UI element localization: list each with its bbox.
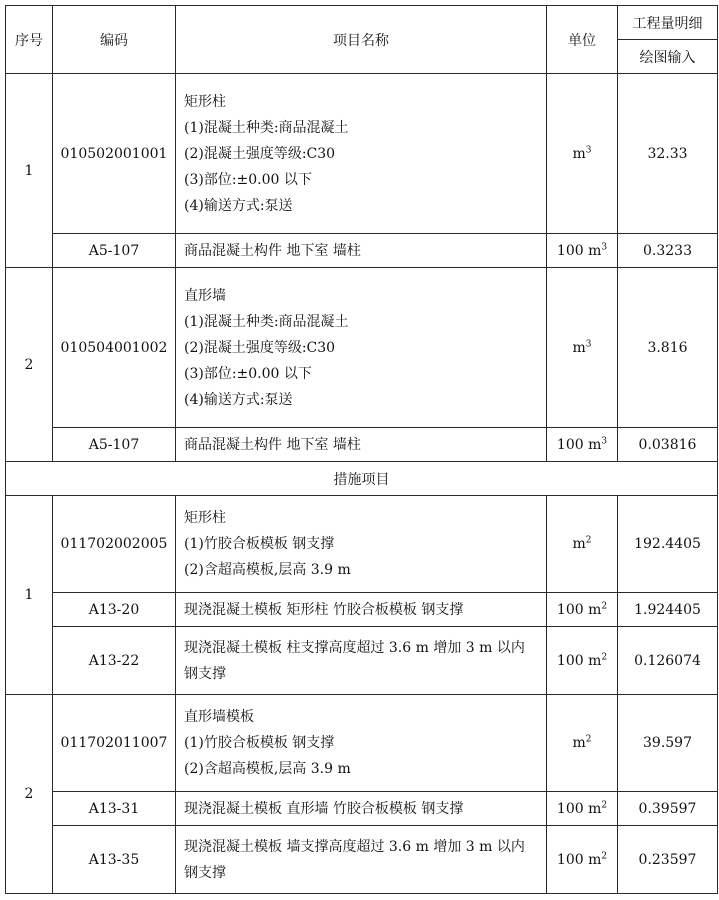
unit-base: 100 m	[556, 436, 602, 453]
qty-cell: 0.03816	[618, 428, 718, 462]
name-cell: 现浇混凝土模板 矩形柱 竹胶合板模板 钢支撑	[176, 593, 547, 627]
unit-cell	[547, 268, 618, 428]
unit-base: 100 m	[556, 851, 602, 868]
name-line: 矩形柱	[184, 93, 226, 110]
name-line: (2)混凝土强度等级:C30	[184, 339, 336, 356]
unit-base: 100 m	[556, 652, 602, 669]
header-code: 编码	[53, 6, 176, 74]
qty-cell: 32.33	[618, 74, 718, 234]
unit-base: m	[572, 536, 586, 552]
unit-exponent: 2	[601, 600, 608, 611]
name-line: 矩形柱	[184, 510, 226, 526]
name-line: (1)竹胶合板模板 钢支撑	[184, 735, 335, 751]
unit-exponent: 2	[585, 734, 592, 745]
seq-cell: 1	[6, 496, 53, 695]
header-quantity-sub: 绘图输入	[618, 40, 718, 74]
name-line: (4)输送方式:泵送	[184, 391, 293, 408]
unit-exponent: 2	[585, 535, 592, 546]
name-line: (1)混凝土种类:商品混凝土	[184, 119, 349, 136]
unit-base: 100 m	[556, 242, 602, 259]
unit-exponent: 3	[585, 338, 592, 349]
qty-cell: 192.4405	[618, 496, 718, 593]
name-line: (2)混凝土强度等级:C30	[184, 145, 336, 162]
qty-cell: 0.3233	[618, 234, 718, 268]
name-line: 直形墙	[184, 287, 226, 304]
name-line: (4)输送方式:泵送	[184, 197, 293, 214]
qty-cell: 1.924405	[618, 593, 718, 627]
unit-base: m	[572, 735, 586, 751]
name-line: (2)含超高模板,层高 3.9 m	[184, 761, 351, 777]
unit-cell	[547, 74, 618, 234]
section-label: 措施项目	[6, 462, 718, 496]
code-cell: A5-107	[53, 428, 176, 462]
name-cell: 现浇混凝土模板 直形墙 竹胶合板模板 钢支撑	[176, 792, 547, 826]
code-cell: 011702011007	[53, 695, 176, 792]
name-line: 直形墙模板	[184, 709, 254, 725]
name-line: (2)含超高模板,层高 3.9 m	[184, 562, 351, 578]
table-row	[6, 428, 718, 462]
unit-base: 100 m	[556, 601, 602, 618]
name-line: (1)混凝土种类:商品混凝土	[184, 313, 349, 330]
unit-base: m	[572, 339, 586, 356]
seq-cell: 2	[6, 695, 53, 894]
quantity-table	[5, 5, 718, 894]
code-cell: 010502001001	[53, 74, 176, 234]
header-name: 项目名称	[176, 6, 547, 74]
unit-exponent: 3	[601, 435, 608, 446]
name-cell	[176, 826, 547, 894]
code-cell: 011702002005	[53, 496, 176, 593]
name-line: (3)部位:±0.00 以下	[184, 171, 312, 188]
unit-base: 100 m	[556, 800, 602, 817]
table-row	[6, 627, 718, 695]
unit-cell	[547, 428, 618, 462]
table-row	[6, 593, 718, 627]
name-cell	[176, 74, 547, 234]
name-cell	[176, 695, 547, 792]
name-cell: 商品混凝土构件 地下室 墙柱	[176, 234, 547, 268]
table-row	[6, 234, 718, 268]
table-row	[6, 268, 718, 428]
unit-exponent: 2	[601, 651, 608, 662]
unit-cell	[547, 496, 618, 593]
name-cell: 商品混凝土构件 地下室 墙柱	[176, 428, 547, 462]
name-cell	[176, 627, 547, 695]
unit-cell	[547, 792, 618, 826]
unit-exponent: 3	[585, 144, 592, 155]
unit-base: m	[572, 145, 586, 162]
name-line: (1)竹胶合板模板 钢支撑	[184, 536, 335, 552]
header-quantity-group: 工程量明细	[618, 6, 718, 40]
unit-cell	[547, 826, 618, 894]
header-seq: 序号	[6, 6, 53, 74]
name-cell	[176, 496, 547, 593]
name-cell	[176, 268, 547, 428]
table-row	[6, 826, 718, 894]
qty-cell: 0.23597	[618, 826, 718, 894]
table-row	[6, 74, 718, 234]
table-row	[6, 496, 718, 593]
qty-cell: 3.816	[618, 268, 718, 428]
seq-cell: 2	[6, 268, 53, 462]
code-cell: A5-107	[53, 234, 176, 268]
qty-cell: 0.126074	[618, 627, 718, 695]
unit-cell	[547, 234, 618, 268]
qty-cell: 0.39597	[618, 792, 718, 826]
unit-cell	[547, 695, 618, 792]
unit-cell	[547, 627, 618, 695]
name-line: (3)部位:±0.00 以下	[184, 365, 312, 382]
unit-cell	[547, 593, 618, 627]
code-cell: A13-22	[53, 627, 176, 695]
header-unit: 单位	[547, 6, 618, 74]
code-cell: A13-31	[53, 792, 176, 826]
table-row	[6, 695, 718, 792]
seq-cell: 1	[6, 74, 53, 268]
code-cell: 010504001002	[53, 268, 176, 428]
name-text: 现浇混凝土模板 墙支撑高度超过 3.6 m 增加 3 m 以内 钢支撑	[184, 838, 525, 881]
unit-exponent: 3	[601, 241, 608, 252]
unit-exponent: 2	[601, 799, 608, 810]
unit-exponent: 2	[601, 850, 608, 861]
qty-cell: 39.597	[618, 695, 718, 792]
code-cell: A13-35	[53, 826, 176, 894]
section-row	[6, 462, 718, 496]
name-text: 现浇混凝土模板 柱支撑高度超过 3.6 m 增加 3 m 以内 钢支撑	[184, 639, 525, 682]
table-row	[6, 792, 718, 826]
code-cell: A13-20	[53, 593, 176, 627]
